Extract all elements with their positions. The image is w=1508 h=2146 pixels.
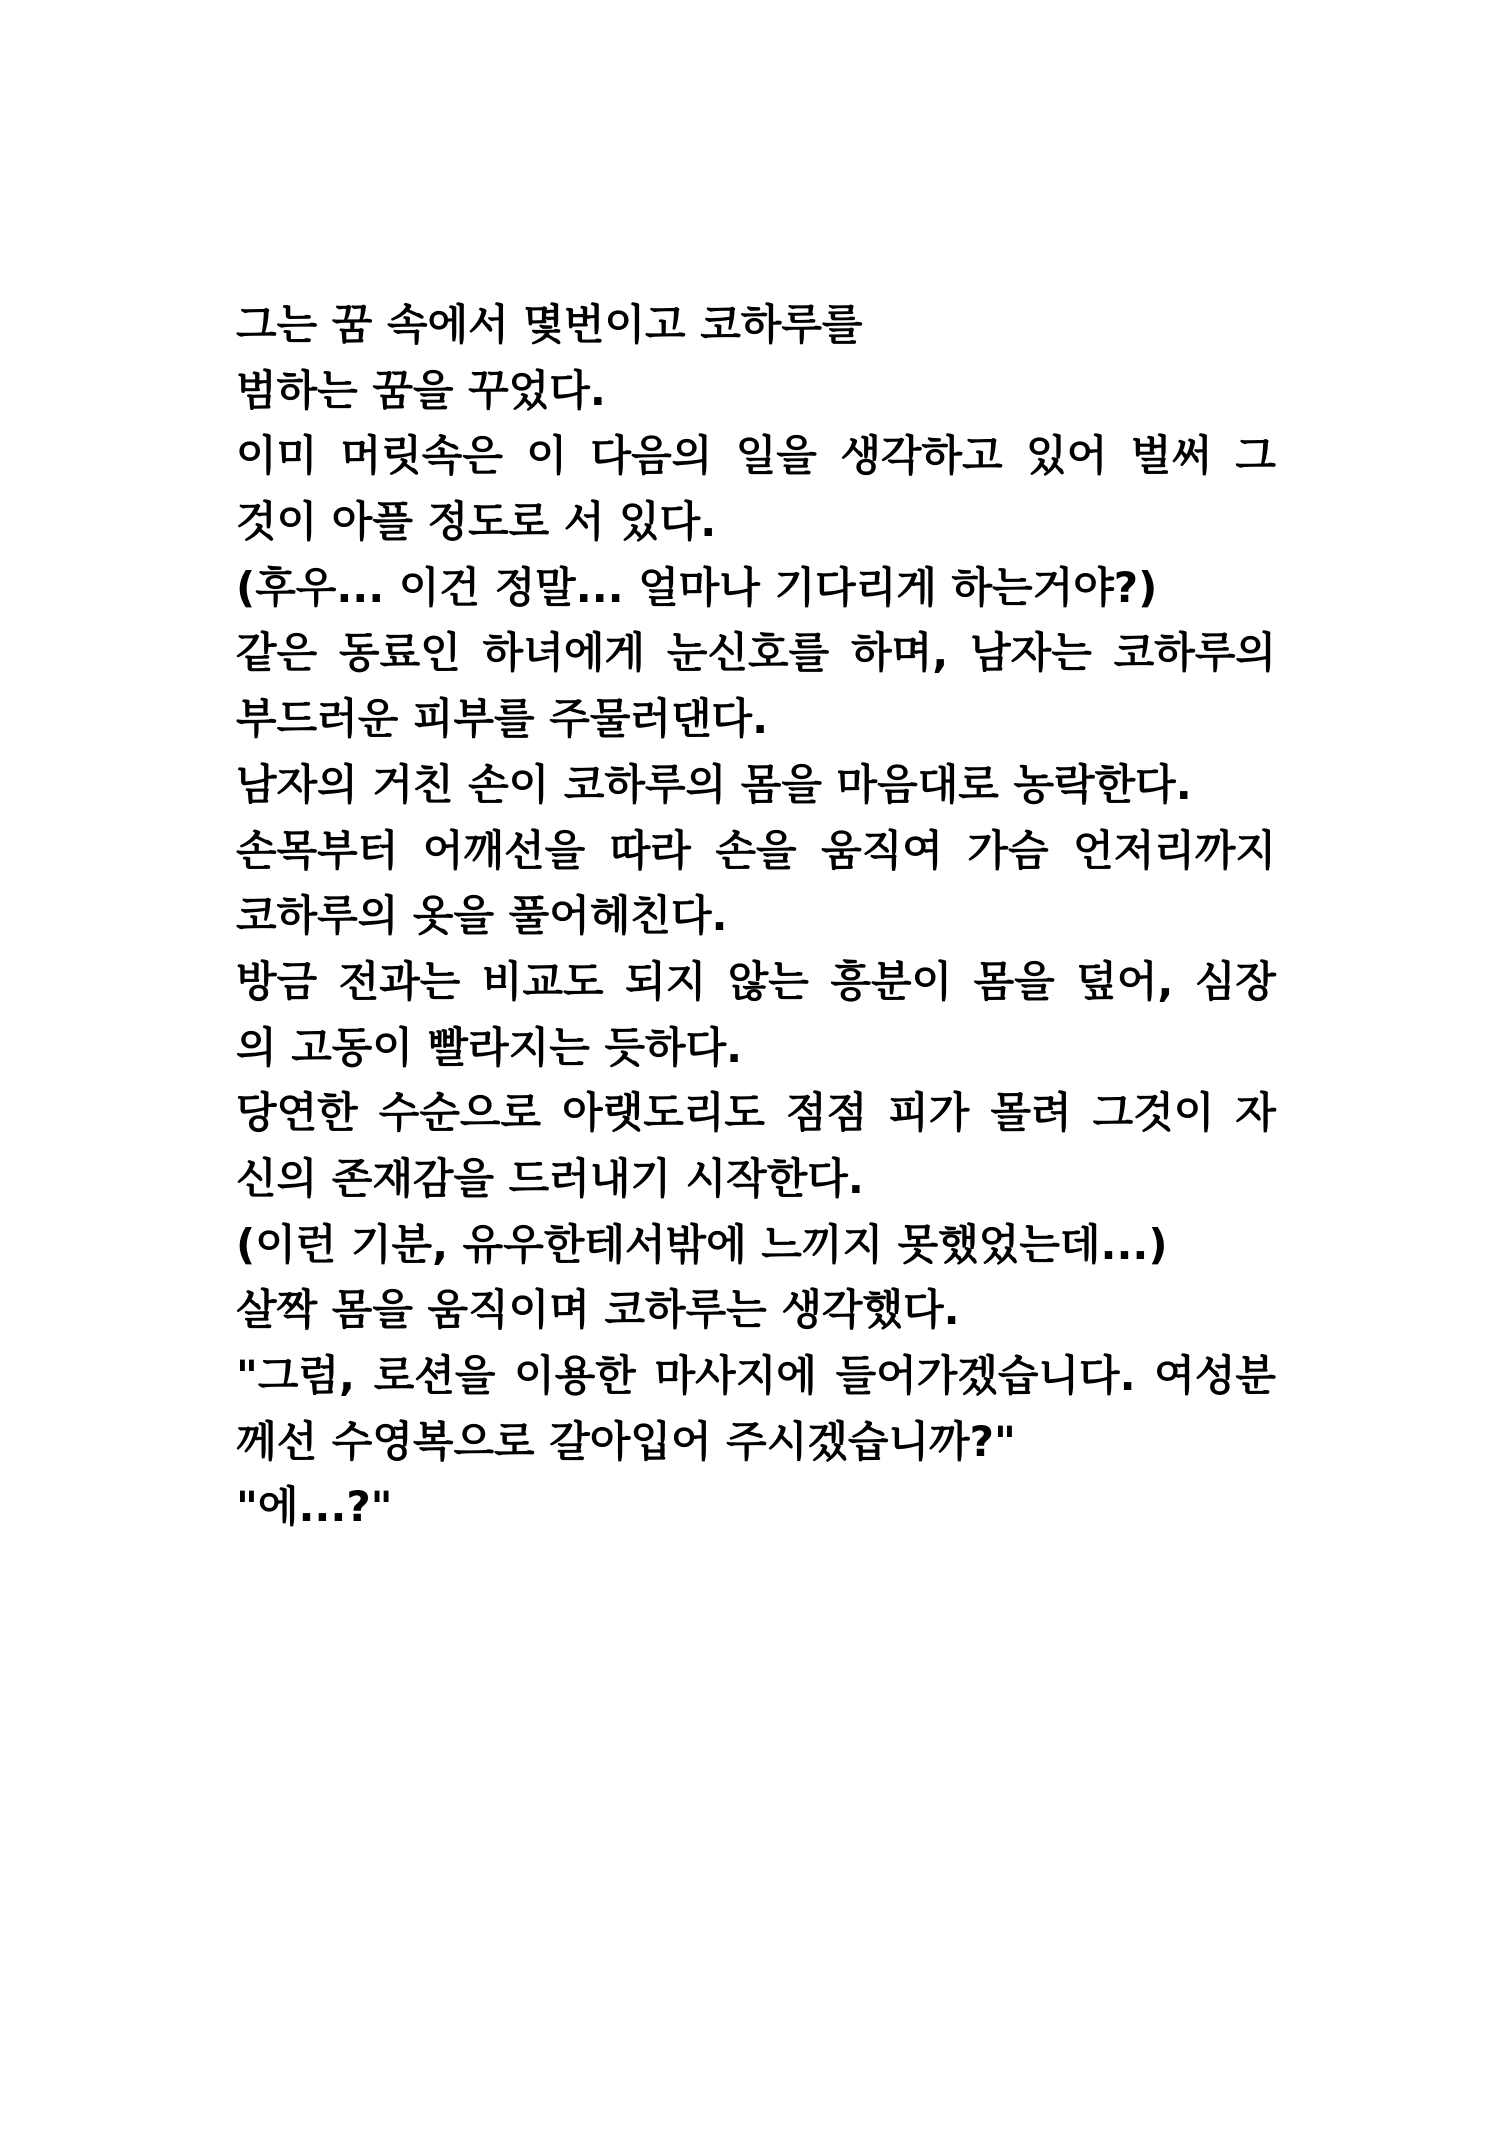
text-line: 신의 존재감을 드러내기 시작한다. bbox=[236, 1153, 864, 1203]
text-line: 께선 수영복으로 갈아입어 주시겠습니까?" bbox=[236, 1416, 1016, 1466]
text-line: 당연한 수순으로 아랫도리도 점점 피가 몰려 그것이 자 bbox=[236, 1088, 1276, 1138]
text-line: 손목부터 어깨선을 따라 손을 움직여 가슴 언저리까지 bbox=[236, 825, 1276, 875]
text-line: 살짝 몸을 움직이며 코하루는 생각했다. bbox=[236, 1285, 960, 1335]
text-line: "그럼, 로션을 이용한 마사지에 들어가겠습니다. 여성분 bbox=[236, 1351, 1276, 1400]
text-line: 것이 아플 정도로 서 있다. bbox=[236, 497, 717, 547]
text-line: 부드러운 피부를 주물러댄다. bbox=[236, 694, 769, 744]
text-line: 의 고동이 빨라지는 듯하다. bbox=[236, 1022, 743, 1072]
text-line: 이미 머릿속은 이 다음의 일을 생각하고 있어 벌써 그 bbox=[236, 431, 1276, 481]
text-line: 방금 전과는 비교도 되지 않는 흥분이 몸을 덮어, 심장 bbox=[236, 956, 1276, 1006]
text-line: "에...?" bbox=[236, 1482, 393, 1532]
text-line: 같은 동료인 하녀에게 눈신호를 하며, 남자는 코하루의 bbox=[236, 628, 1276, 678]
text-line: (이런 기분, 유우한테서밖에 느끼지 못했었는데...) bbox=[236, 1219, 1168, 1269]
text-line: 범하는 꿈을 꾸었다. bbox=[236, 365, 606, 415]
text-line: 코하루의 옷을 풀어헤친다. bbox=[236, 891, 728, 941]
text-line: 남자의 거친 손이 코하루의 몸을 마음대로 농락한다. bbox=[236, 759, 1192, 809]
body-text bbox=[236, 292, 1276, 1540]
text-line: 그는 꿈 속에서 몇번이고 코하루를 bbox=[236, 300, 863, 349]
text-line: (후우... 이건 정말... 얼마나 기다리게 하는거야?) bbox=[236, 562, 1158, 612]
